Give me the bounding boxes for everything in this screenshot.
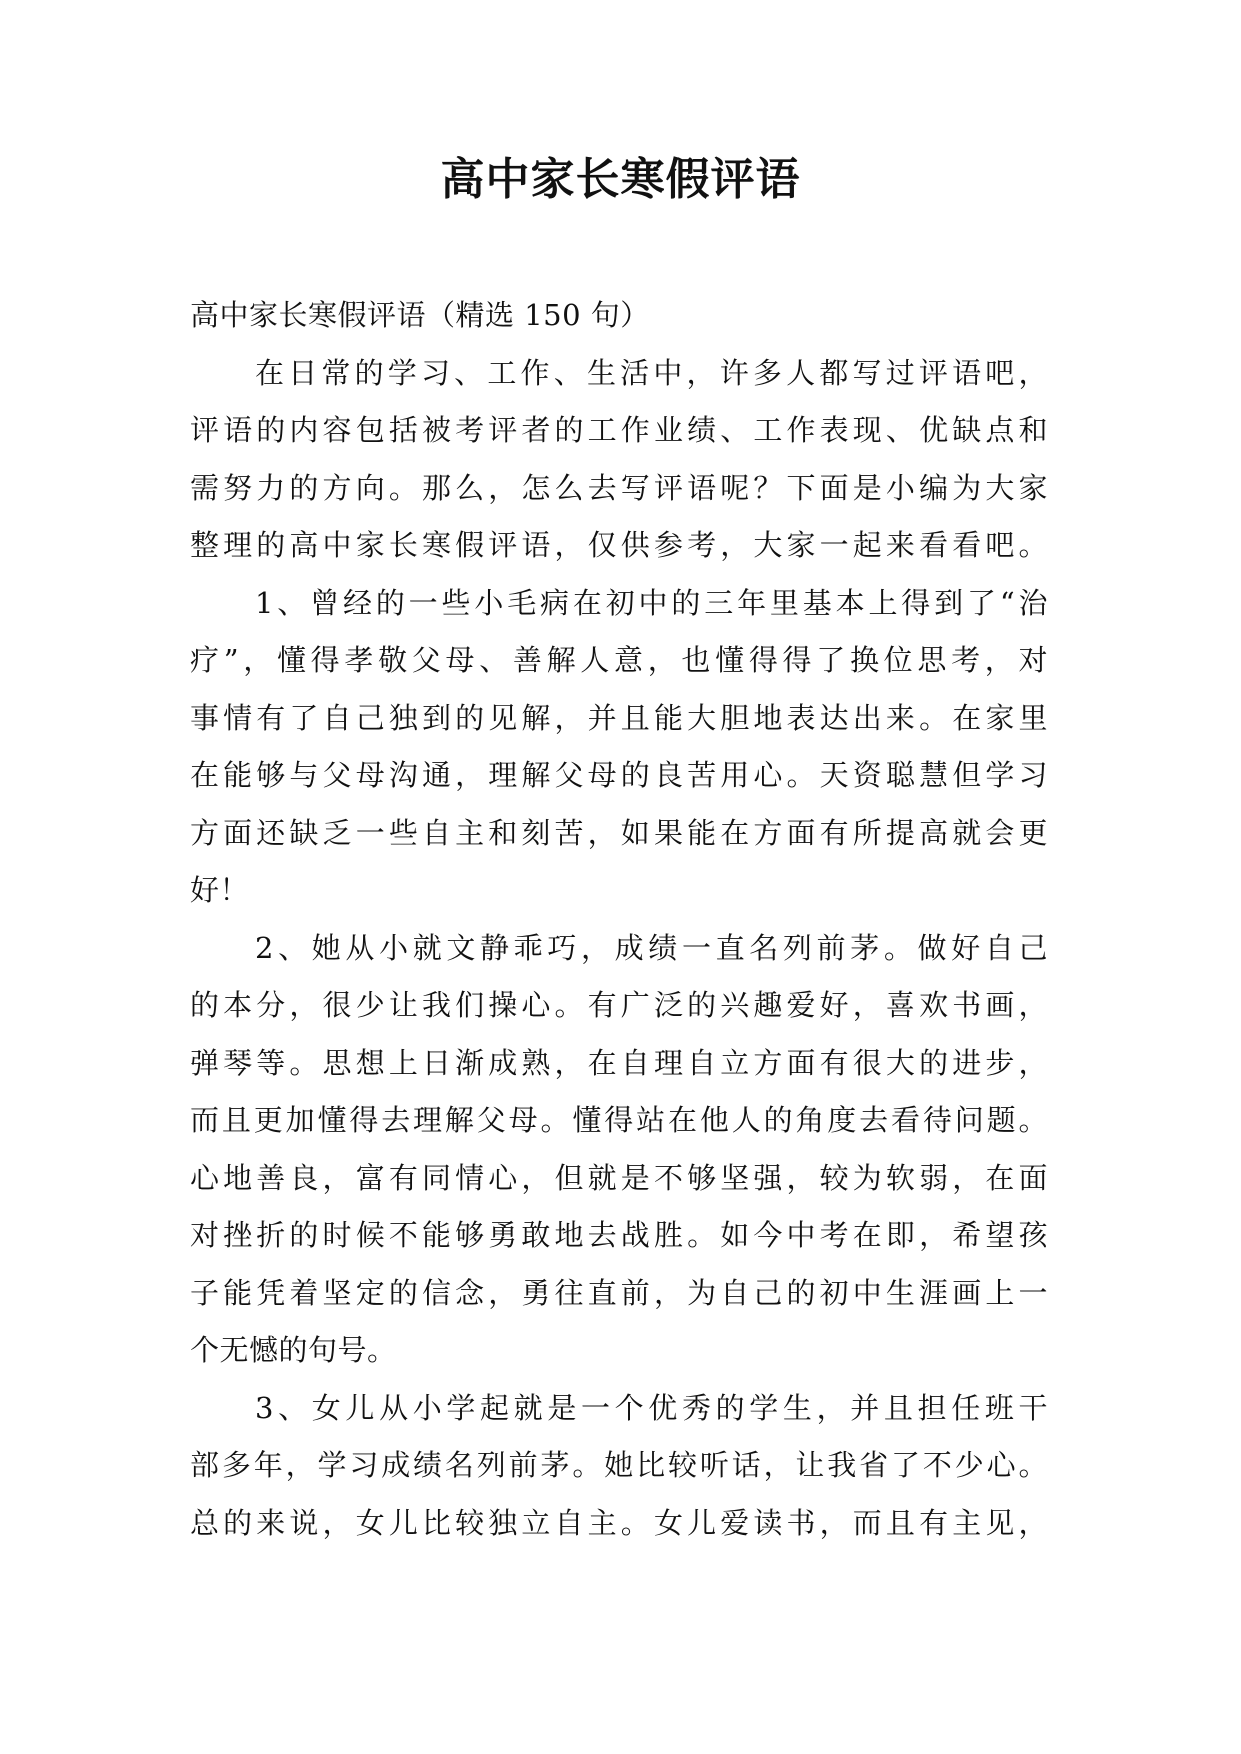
comment-1-line: 好！	[190, 873, 250, 907]
intro-paragraph-line: 在日常的学习、工作、生活中，许多人都写过评语吧，	[255, 355, 1048, 390]
comment-2-line: 而且更加懂得去理解父母。懂得站在他人的角度去看待问题。	[190, 1103, 1048, 1137]
comment-1-line: 事情有了自己独到的见解，并且能大胆地表达出来。在家里	[190, 700, 1048, 735]
comment-2-line: 个无憾的句号。	[190, 1333, 397, 1367]
comment-1-line: 1、曾经的一些小毛病在初中的三年里基本上得到了“治	[255, 585, 1048, 620]
comment-3-line: 3、女儿从小学起就是一个优秀的学生，并且担任班干	[255, 1390, 1048, 1425]
comment-2-line: 对挫折的时候不能够勇敢地去战胜。如今中考在即，希望孩	[190, 1218, 1048, 1252]
comment-1-line: 在能够与父母沟通，理解父母的良苦用心。天资聪慧但学习	[190, 758, 1048, 792]
comment-1-line: 疗”，懂得孝敬父母、善解人意，也懂得得了换位思考，对	[190, 643, 1048, 677]
comment-3-line: 部多年，学习成绩名列前茅。她比较听话，让我省了不少心。	[190, 1448, 1048, 1482]
comment-2-line: 的本分，很少让我们操心。有广泛的兴趣爱好，喜欢书画，	[190, 988, 1048, 1022]
comment-2-line: 心地善良，富有同情心，但就是不够坚强，较为软弱，在面	[190, 1160, 1048, 1195]
intro-paragraph-line: 需努力的方向。那么，怎么去写评语呢？下面是小编为大家	[190, 470, 1048, 505]
document-body	[190, 287, 1048, 1552]
comment-2-line: 2、她从小就文静乖巧，成绩一直名列前茅。做好自己	[255, 930, 1048, 965]
comment-3-line: 总的来说，女儿比较独立自主。女儿爱读书，而且有主见，	[190, 1505, 1048, 1540]
document-title: 高中家长寒假评语	[440, 154, 801, 205]
intro-paragraph-line: 评语的内容包括被考评者的工作业绩、工作表现、优缺点和	[190, 413, 1048, 447]
comment-2-line: 弹琴等。思想上日渐成熟，在自理自立方面有很大的进步，	[190, 1045, 1048, 1080]
comment-2-line: 子能凭着坚定的信念，勇往直前，为自己的初中生涯画上一	[190, 1275, 1048, 1310]
intro-paragraph-line: 整理的高中家长寒假评语，仅供参考，大家一起来看看吧。	[190, 528, 1048, 562]
subtitle-line: 高中家长寒假评语（精选 150 句）	[190, 298, 650, 332]
comment-1-line: 方面还缺乏一些自主和刻苦，如果能在方面有所提高就会更	[190, 815, 1048, 850]
